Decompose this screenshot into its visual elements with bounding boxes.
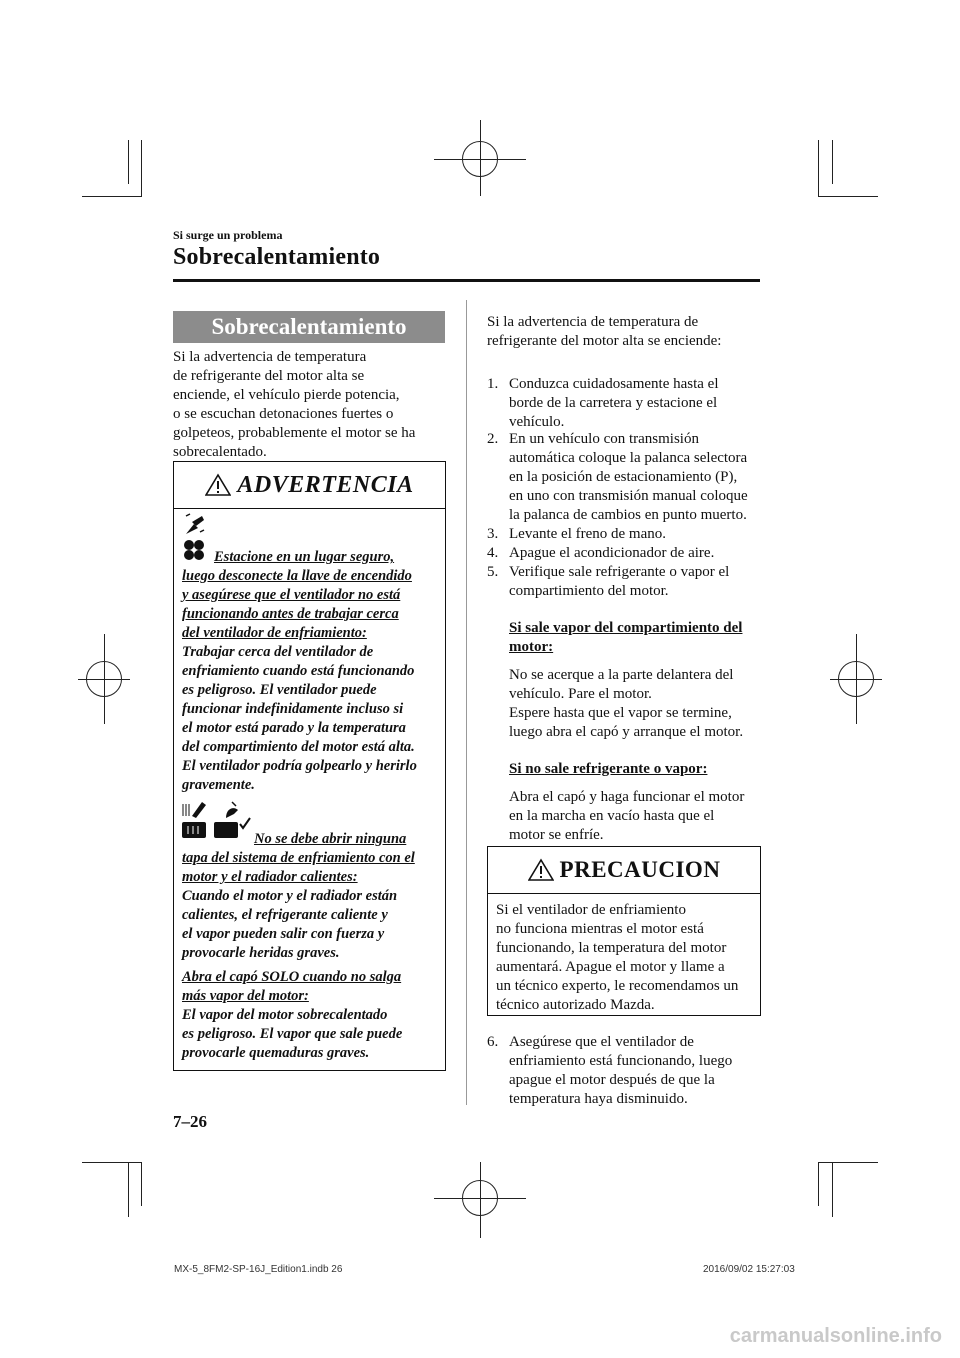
warning-item-3: Abra el capó SOLO cuando no salga más vapor del motor: El vapor del motor sobrecalentado es peligroso. El vapor que sale puede provocarle quemaduras graves. [182, 969, 403, 1061]
page-number: 7–26 [173, 1112, 207, 1131]
warning-item-1: Estacione en un lugar seguro, luego desconecte la llave de encendido y asegúrese que el ventilador no está funcionando antes de trabajar cerca del ventilador de enfriamiento: Trabajar cerca del ventilador de enfriamiento cuando está funcionando es peligroso. El ventilador puede funcionar indefinidamente incluso si el motor está parado y la temperatura del compartimiento del motor está alta. El ventilador podría golpearlo y herirlo gravemente. [182, 549, 417, 793]
right-intro: Si la advertencia de temperatura de refrigerante del motor alta se enciende: [487, 314, 722, 349]
caution-triangle-icon [528, 858, 554, 882]
header-rule [173, 279, 760, 282]
warning-title: ADVERTENCIA [237, 471, 414, 498]
caution-title: PRECAUCION [559, 857, 721, 882]
warning-item-2: No se debe abrir ninguna tapa del sistema de enfriamiento con el motor y el radiador calientes: Cuando el motor y el radiador están calientes, el refrigerante caliente y el vapor pueden salir con fuerza y provocarle heridas graves. [182, 831, 415, 961]
page-header-title: Sobrecalentamiento [173, 244, 381, 270]
caution-box [487, 846, 761, 1016]
section-heading: Sobrecalentamiento [173, 311, 445, 343]
hand-fan-hazard-icon [182, 512, 208, 538]
left-intro: Si la advertencia de temperatura de refrigerante del motor alta se enciende, el vehículo pierde potencia, o se escuchan detonaciones fuertes o golpeteos, probablemente el motor se ha sobrecalentado. [173, 349, 416, 460]
warning-triangle-icon [205, 473, 231, 497]
caution-text: Si el ventilador de enfriamiento no funciona mientras el motor está funcionando, la temperatura del motor aumentará. Apague el motor y llame a un técnico experto, le recomendamos un técnico autorizado Mazda. [496, 902, 739, 1013]
warning-header [174, 462, 445, 509]
case-no-steam: Si no sale refrigerante o vapor: Abra el capó y haga funcionar el motor en la marcha en vacío hasta que el motor se enfríe. [509, 761, 745, 843]
date-info: 2016/09/02 15:27:03 [703, 1264, 795, 1275]
case-steam: Si sale vapor del compartimiento del motor: No se acerque a la parte delantera del vehículo. Pare el motor. Espere hasta que el vapor se termine, luego abra el capó y arranque el motor. [509, 620, 744, 740]
caution-header [488, 847, 760, 894]
file-info: MX-5_8FM2-SP-16J_Edition1.indb 26 [174, 1264, 343, 1275]
section-label: Si surge un problema [173, 228, 283, 242]
watermark: carmanualsonline.info [729, 1325, 942, 1347]
warning-box [173, 461, 446, 1071]
column-divider [466, 300, 467, 1105]
